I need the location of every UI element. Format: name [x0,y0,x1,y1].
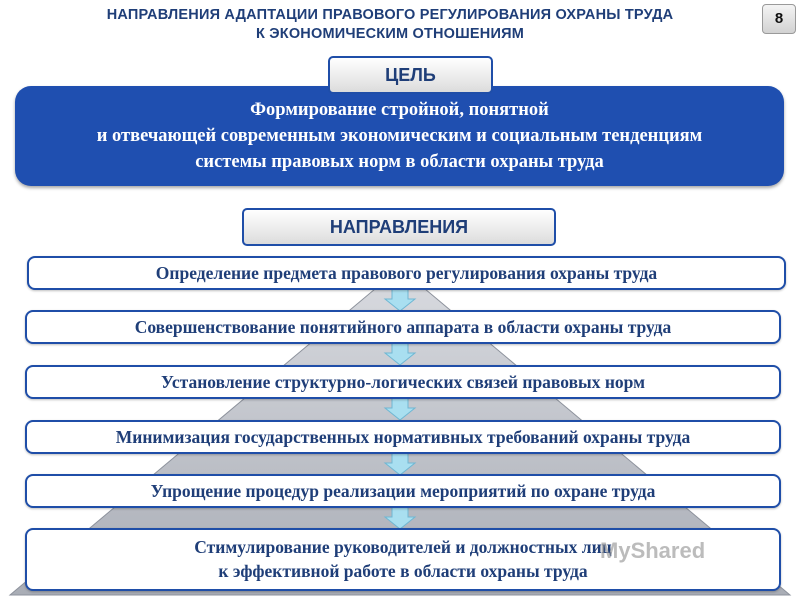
direction-item-5 [25,474,781,508]
direction-item-3 [25,365,781,399]
goal-line-2: и отвечающей современным экономическим и социальным тенденциям [96,126,703,146]
direction-item-6-line-2: к эффективной работе в области охраны труда [218,561,588,581]
goal-label: ЦЕЛЬ [328,56,493,94]
watermark-suffix: Shared [630,538,706,563]
directions-label: НАПРАВЛЕНИЯ [242,208,556,246]
direction-item-6-line-1: Стимулирование руководителей и должностных лиц [194,537,612,557]
direction-item-5-text: Упрощение процедур реализации мероприятий по охране труда [150,481,656,501]
direction-item-1-text: Определение предмета правового регулирования охраны труда [155,263,658,283]
watermark-prefix: My [600,538,631,563]
direction-item-3-text: Установление структурно-логических связей правовых норм [160,372,646,392]
myshared-watermark [600,538,705,564]
direction-item-4-text: Минимизация государственных нормативных требований охраны труда [115,427,691,447]
direction-item-1 [27,256,786,290]
goal-statement-box [15,86,784,186]
direction-item-2-text: Совершенствование понятийного аппарата в области охраны труда [134,317,672,337]
page-title-line-1: НАПРАВЛЕНИЯ АДАПТАЦИИ ПРАВОВОГО РЕГУЛИРОВАНИЯ ОХРАНЫ ТРУДА [106,7,674,23]
goal-line-1: Формирование стройной, понятной [250,100,549,120]
page-title-line-2: К ЭКОНОМИЧЕСКИМ ОТНОШЕНИЯМ [255,26,524,42]
direction-item-2 [25,310,781,344]
page-number-badge: 8 [762,4,796,34]
direction-item-4 [25,420,781,454]
goal-line-3: системы правовых норм в области охраны труда [195,152,604,172]
